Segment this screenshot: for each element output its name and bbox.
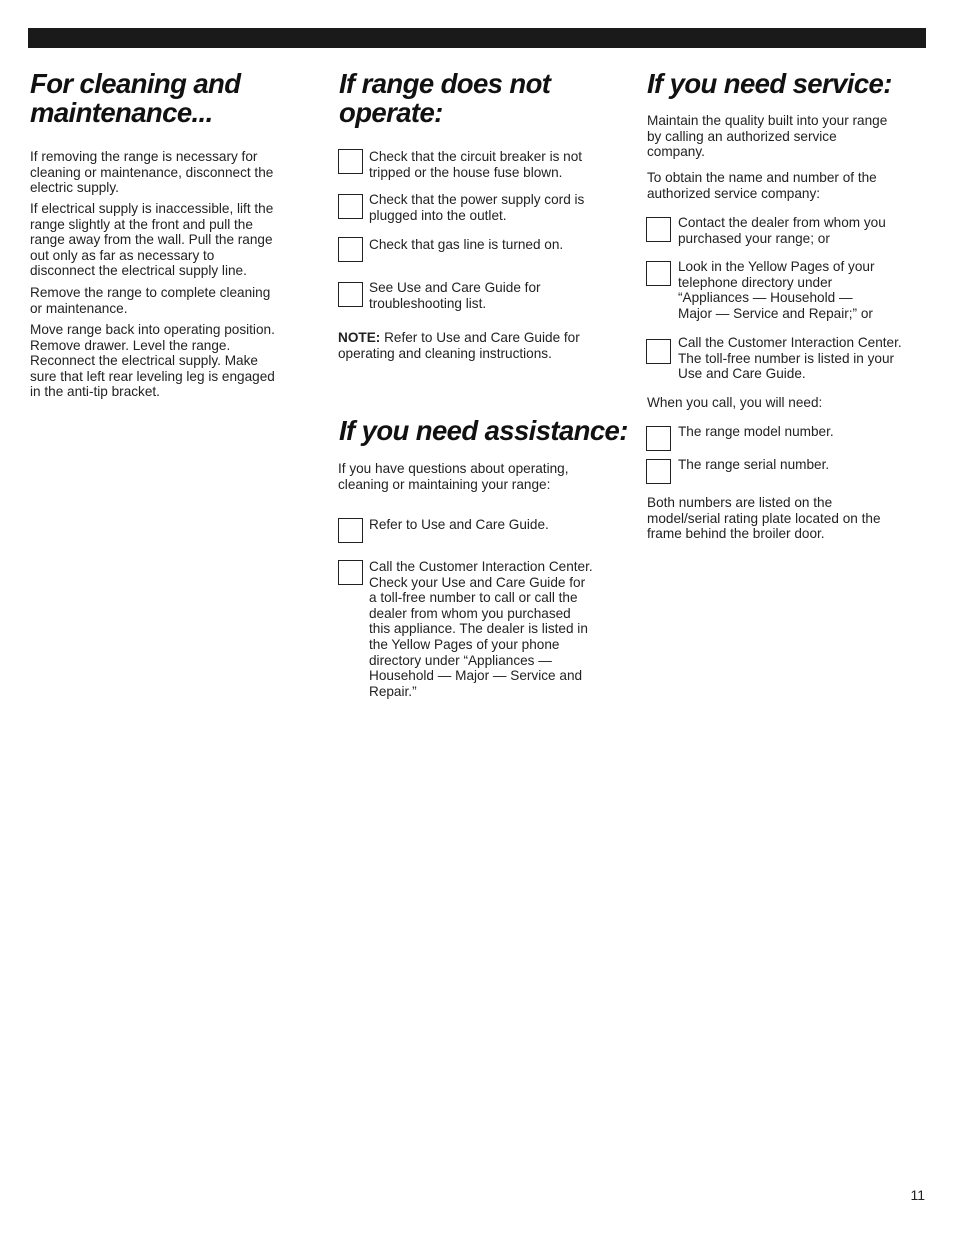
top-header-bar (28, 28, 926, 48)
checklist-item-text: Refer to Use and Care Guide. (369, 517, 549, 532)
checkbox[interactable] (646, 426, 671, 451)
checklist-item-text: Check that the power supply cord is plugged into the outlet. (369, 192, 585, 223)
service-need-text: When you call, you will need: (647, 395, 823, 410)
cleaning-heading: For cleaning and maintenance... (30, 68, 241, 128)
checklist-item-text: Check that the circuit breaker is not tripped or the house fuse blown. (369, 149, 583, 180)
cleaning-paragraph: Remove the range to complete cleaning or maintenance. (30, 285, 271, 316)
checklist-item-text: Contact the dealer from whom you purchased your range; or (678, 215, 886, 246)
checkbox[interactable] (646, 459, 671, 484)
checkbox[interactable] (338, 194, 363, 219)
service-outro: Both numbers are listed on the model/serial rating plate located on the frame behind the broiler door. (647, 495, 881, 542)
checkbox[interactable] (646, 217, 671, 242)
page-number: 11 (910, 1187, 925, 1203)
checkbox[interactable] (338, 149, 363, 174)
checkbox[interactable] (338, 560, 363, 585)
checkbox[interactable] (646, 261, 671, 286)
checkbox[interactable] (338, 237, 363, 262)
note (338, 330, 580, 361)
service-intro: Maintain the quality built into your range by calling an authorized service company. (647, 113, 888, 160)
checklist-item-text: Check that gas line is turned on. (369, 237, 564, 252)
checklist-item-text: The range model number. (678, 424, 834, 439)
checklist-item-text: See Use and Care Guide for troubleshooting list. (369, 280, 541, 311)
assistance-intro: If you have questions about operating, cleaning or maintaining your range: (338, 461, 569, 492)
note-label: NOTE: (338, 330, 381, 345)
checkbox[interactable] (646, 339, 671, 364)
note-text: Refer to Use and Care Guide for operating and cleaning instructions. (338, 330, 580, 361)
cleaning-paragraph: If electrical supply is inaccessible, lift the range slightly at the front and pull the range away from the wall. Pull the range out only as far as necessary to disconnect the electrical supply line. (30, 201, 274, 279)
cleaning-paragraph: If removing the range is necessary for cleaning or maintenance, disconnect the electric supply. (30, 149, 274, 196)
checklist-item-text: Look in the Yellow Pages of your telephone directory under “Appliances — Household — Major — Service and Repair;” or (678, 259, 875, 321)
checkbox[interactable] (338, 518, 363, 543)
not-operate-heading: If range does not operate: (339, 68, 551, 128)
service-heading: If you need service: (647, 68, 892, 99)
cleaning-paragraph: Move range back into operating position. Remove drawer. Level the range. Reconnect the electrical supply. Make sure that left rear leveling leg is engaged in the anti-tip bracket. (30, 322, 275, 400)
checkbox[interactable] (338, 282, 363, 307)
checklist-item-text: Call the Customer Interaction Center. Check your Use and Care Guide for a toll-free number to call or call the dealer from whom you purchased this appliance. The dealer is listed in the Yellow Pages of your phone directory under “Appliances — Household — Major — Service and Repair.” (369, 559, 593, 699)
checklist-item-text: The range serial number. (678, 457, 830, 472)
assistance-heading: If you need assistance: (339, 415, 628, 446)
checklist-item-text: Call the Customer Interaction Center. The toll-free number is listed in your Use and Care Guide. (678, 335, 902, 382)
service-intro: To obtain the name and number of the authorized service company: (647, 170, 877, 201)
